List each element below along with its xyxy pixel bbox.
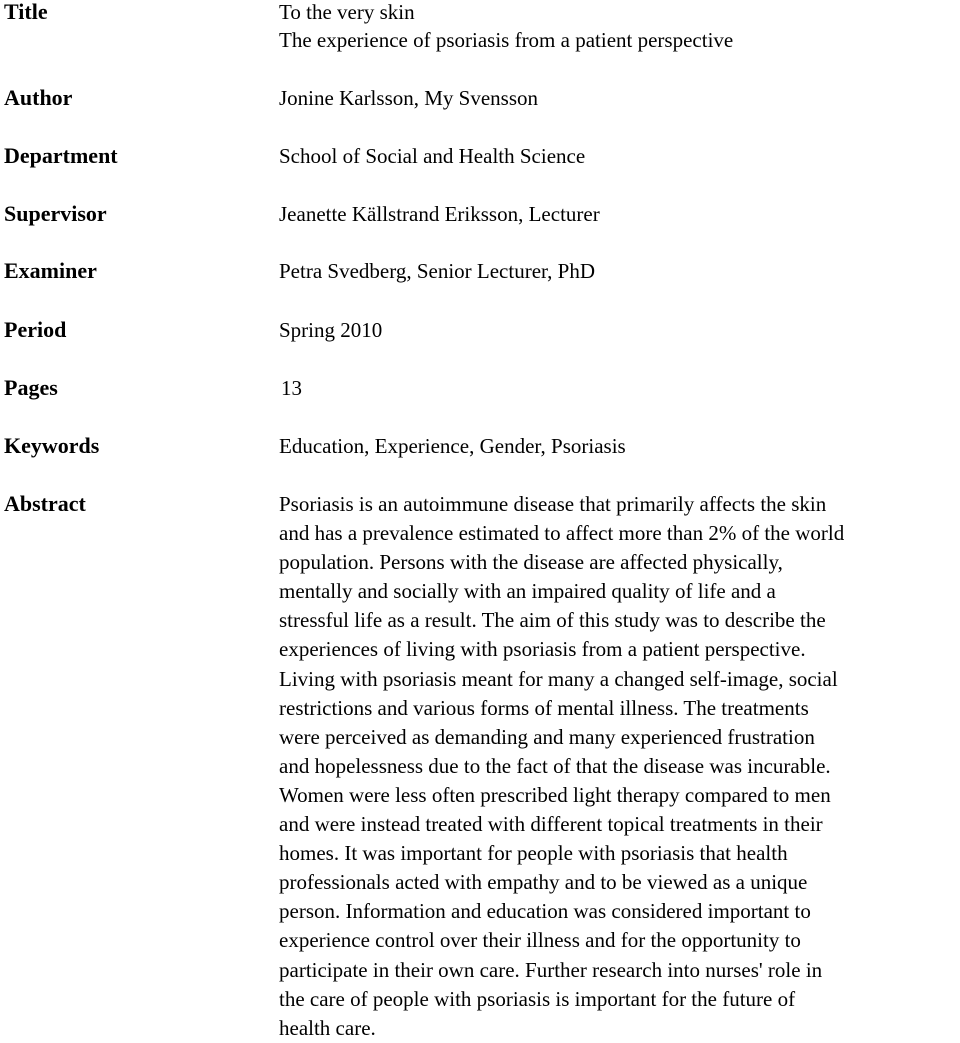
title-line-2: The experience of psoriasis from a patient perspective	[279, 28, 734, 52]
abstract-line: experiences of living with psoriasis from a patient perspective.	[279, 637, 806, 662]
abstract-line: person. Information and education was considered important to	[279, 899, 811, 924]
abstract-line: professionals acted with empathy and to be viewed as a unique	[279, 870, 808, 895]
title-label: Title	[4, 0, 48, 24]
abstract-line: participate in their own care. Further research into nurses' role in	[279, 957, 823, 982]
keywords-label: Keywords	[4, 433, 100, 458]
examiner-label: Examiner	[4, 258, 97, 283]
supervisor-value: Jeanette Källstrand Eriksson, Lecturer	[279, 202, 600, 226]
abstract-line: and were instead treated with different topical treatments in their	[279, 812, 823, 837]
abstract-line: homes. It was important for people with psoriasis that health	[279, 841, 788, 866]
abstract-line: the care of people with psoriasis is important for the future of	[279, 986, 796, 1011]
abstract-line: mentally and socially with an impaired quality of life and a	[279, 579, 776, 604]
abstract-line: and hopelessness due to the fact of that the disease was incurable.	[279, 753, 831, 778]
abstract-line: were perceived as demanding and many experienced frustration	[279, 724, 815, 749]
author-label: Author	[4, 85, 73, 110]
title-line-1: To the very skin	[279, 0, 415, 24]
pages-value: 13	[281, 376, 302, 400]
abstract-line: population. Persons with the disease are affected physically,	[279, 550, 783, 575]
author-value: Jonine Karlsson, My Svensson	[279, 86, 539, 110]
abstract-line: Living with psoriasis meant for many a changed self-image, social	[279, 666, 838, 691]
keywords-value: Education, Experience, Gender, Psoriasis	[279, 434, 626, 458]
abstract-line: experience control over their illness and for the opportunity to	[279, 928, 801, 953]
period-value: Spring 2010	[279, 318, 383, 342]
title-value	[279, 0, 733, 54]
abstract-label: Abstract	[4, 491, 86, 516]
department-label: Department	[4, 143, 118, 168]
period-label: Period	[4, 317, 67, 342]
abstract-line: Psoriasis is an autoimmune disease that primarily affects the skin	[279, 492, 827, 516]
abstract-line: restrictions and various forms of mental illness. The treatments	[279, 695, 809, 720]
examiner-value: Petra Svedberg, Senior Lecturer, PhD	[279, 259, 596, 283]
abstract-line: Women were less often prescribed light therapy compared to men	[279, 782, 831, 807]
supervisor-label: Supervisor	[4, 201, 107, 226]
abstract-line: stressful life as a result. The aim of this study was to describe the	[279, 608, 826, 633]
department-value: School of Social and Health Science	[279, 144, 586, 168]
pages-label: Pages	[4, 375, 58, 400]
abstract-line: health care.	[279, 1015, 376, 1040]
abstract-line: and has a prevalence estimated to affect more than 2% of the world	[279, 521, 845, 546]
abstract-text	[279, 490, 960, 1043]
